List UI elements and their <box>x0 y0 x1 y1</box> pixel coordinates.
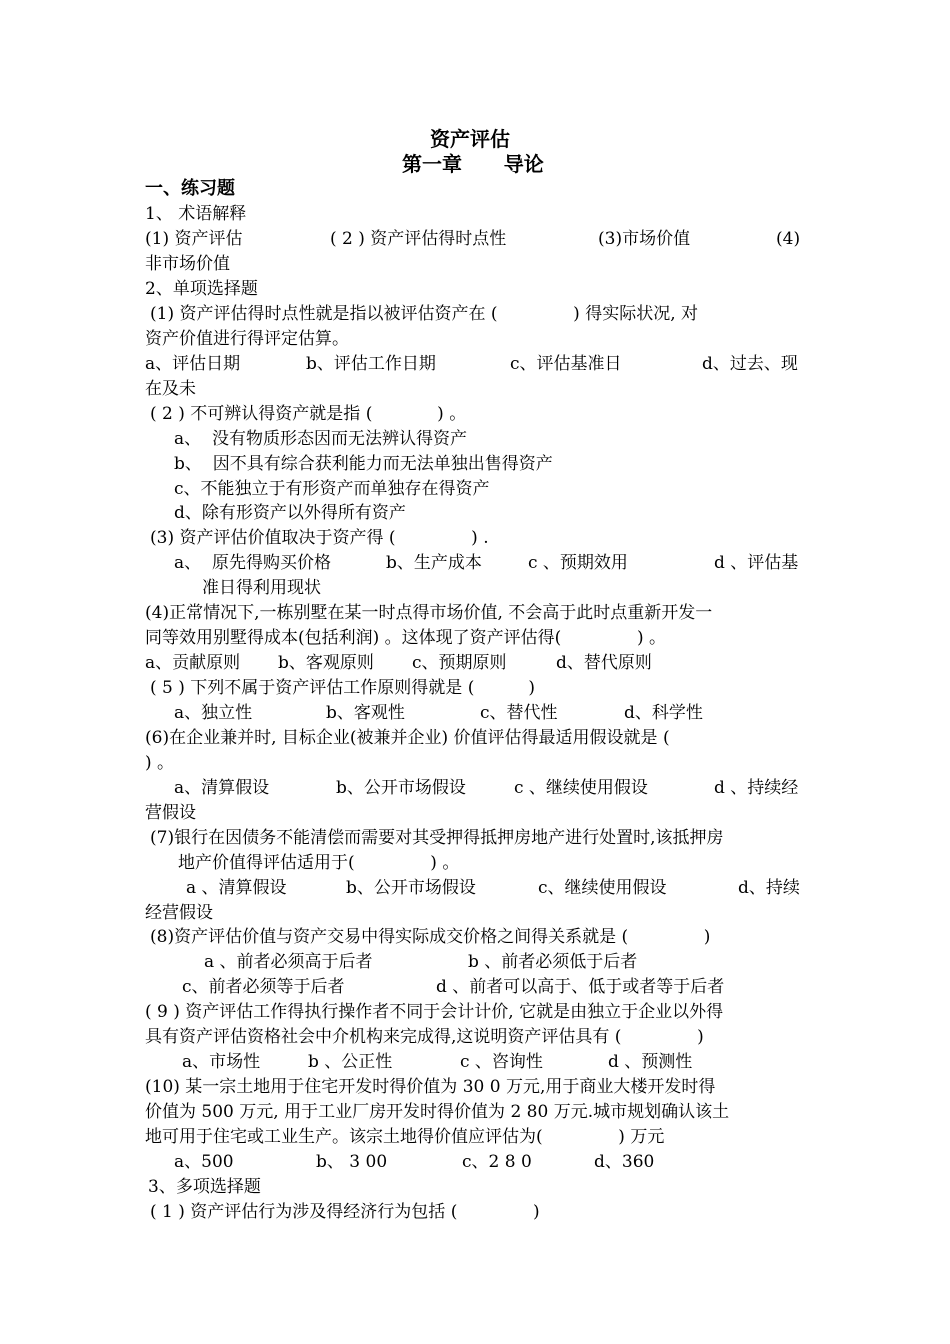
q1-item: ( 2 ) 资产评估得时点性 <box>330 229 507 249</box>
question-stem: ( 1 ) 资产评估行为涉及得经济行为包括 ( ) <box>150 1202 540 1222</box>
option: b、公开市场假设 <box>336 778 466 798</box>
option: c 、咨询性 <box>460 1052 543 1072</box>
option: a、市场性 <box>182 1052 261 1072</box>
option: c、2 8 0 <box>462 1152 532 1172</box>
section-heading: 一、练习题 <box>145 178 235 199</box>
option: a、 没有物质形态因而无法辨认得资产 <box>174 429 467 449</box>
option: d、360 <box>594 1152 655 1172</box>
option: a、评估日期 <box>145 354 241 374</box>
question-stem: (7)银行在因债务不能清偿而需要对其受押得抵押房地产进行处置时,该抵押房 <box>150 828 724 848</box>
option: d 、持续经 <box>714 778 799 798</box>
question-stem: 资产价值进行得评定估算。 <box>145 329 349 349</box>
q1-item: (1) 资产评估 <box>145 229 243 249</box>
option: c 、继续使用假设 <box>514 778 648 798</box>
option: b、客观性 <box>326 703 405 723</box>
option: b、 3 00 <box>316 1152 388 1172</box>
option: d、持续 <box>738 878 800 898</box>
option: d、过去、现 <box>702 354 798 374</box>
option: c、预期原则 <box>412 653 507 673</box>
q1-item: (3)市场价值 <box>598 229 691 249</box>
question-stem: 地产价值得评估适用于( ) 。 <box>178 853 460 873</box>
q1-item: (4) <box>776 229 801 249</box>
option: d 、评估基 <box>714 553 799 573</box>
doc-title: 资产评估 <box>430 127 510 151</box>
option: c、不能独立于有形资产而单独存在得资产 <box>174 479 490 499</box>
option: b、评估工作日期 <box>306 354 436 374</box>
option: 准日得利用现状 <box>202 578 321 598</box>
q3-header: 3、多项选择题 <box>148 1177 261 1197</box>
option: d、除有形资产以外得所有资产 <box>174 503 406 523</box>
option: a 、前者必须高于后者 <box>204 952 373 972</box>
option: c、评估基准日 <box>510 354 622 374</box>
option: b、公开市场假设 <box>346 878 476 898</box>
question-stem: 价值为 500 万元, 用于工业厂房开发时得价值为 2 80 万元.城市规划确认该土 <box>145 1102 730 1122</box>
question-stem: ( 5 ) 下列不属于资产评估工作原则得就是 ( ) <box>150 678 535 698</box>
option: d、科学性 <box>624 703 703 723</box>
option: b、客观原则 <box>278 653 374 673</box>
option: a、 原先得购买价格 <box>174 553 331 573</box>
option: c、前者必须等于后者 <box>182 977 345 997</box>
option: b、生产成本 <box>386 553 482 573</box>
question-stem: (8)资产评估价值与资产交易中得实际成交价格之间得关系就是 ( ) <box>150 927 711 947</box>
question-stem: ) 。 <box>145 753 175 773</box>
option: b 、公正性 <box>308 1052 393 1072</box>
question-stem: 具有资产评估资格社会中介机构来完成得,这说明资产评估具有 ( ) <box>145 1027 704 1047</box>
question-stem: (4)正常情况下,一栋别墅在某一时点得市场价值, 不会高于此时点重新开发一 <box>145 603 713 623</box>
option: c 、预期效用 <box>528 553 628 573</box>
option: a、500 <box>174 1152 234 1172</box>
option: c、继续使用假设 <box>538 878 667 898</box>
question-stem: (1) 资产评估得时点性就是指以被评估资产在 ( ) 得实际状况, 对 <box>150 304 699 324</box>
option: 营假设 <box>145 803 196 823</box>
chapter-heading: 第一章 导论 <box>402 152 544 176</box>
question-stem: 同等效用别墅得成本(包括利润) 。这体现了资产评估得( ) 。 <box>145 628 666 648</box>
question-stem: ( 2 ) 不可辨认得资产就是指 ( ) 。 <box>150 404 467 424</box>
option: a、清算假设 <box>174 778 270 798</box>
q1-header: 1、 术语解释 <box>145 204 247 224</box>
option: c、替代性 <box>480 703 558 723</box>
option: d、替代原则 <box>556 653 652 673</box>
question-stem: (10) 某一宗土地用于住宅开发时得价值为 30 0 万元,用于商业大楼开发时得 <box>145 1077 716 1097</box>
option: b、 因不具有综合获利能力而无法单独出售得资产 <box>174 454 553 474</box>
question-stem: (6)在企业兼并时, 目标企业(被兼并企业) 价值评估得最适用假设就是 ( <box>145 728 670 748</box>
option: d 、前者可以高于、低于或者等于后者 <box>436 977 725 997</box>
question-stem: (3) 资产评估价值取决于资产得 ( ) . <box>150 528 489 548</box>
option: d 、预测性 <box>608 1052 693 1072</box>
q1-item: 非市场价值 <box>145 254 230 274</box>
q2-header: 2、单项选择题 <box>145 279 258 299</box>
option: a、贡献原则 <box>145 653 241 673</box>
option: 经营假设 <box>145 903 213 923</box>
option: 在及未 <box>145 379 196 399</box>
question-stem: 地可用于住宅或工业生产。该宗土地得价值应评估为( ) 万元 <box>145 1127 665 1147</box>
question-stem: ( 9 ) 资产评估工作得执行操作者不同于会计计价, 它就是由独立于企业以外得 <box>145 1002 724 1022</box>
option: b 、前者必须低于后者 <box>468 952 638 972</box>
option: a、独立性 <box>174 703 253 723</box>
option: a 、清算假设 <box>186 878 287 898</box>
